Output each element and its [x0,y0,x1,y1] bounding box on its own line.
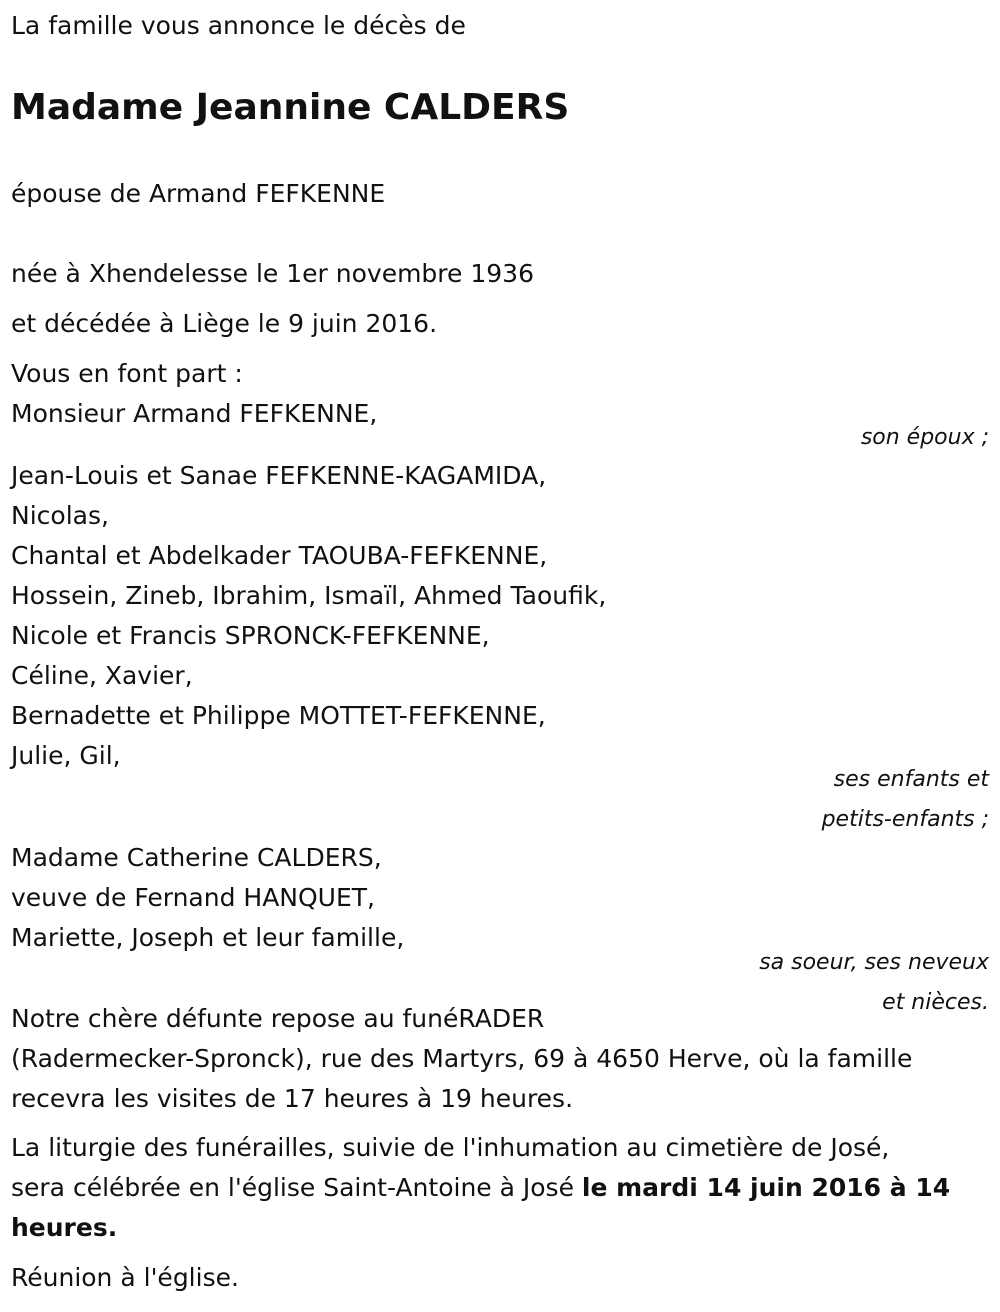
relation-label: son époux ; [860,425,989,450]
family-line: Nicole et Francis SPRONCK-FEFKENNE, [11,621,490,650]
liturgy-line: La liturgie des funérailles, suivie de l'inhumation au cimetière de José, [11,1133,890,1162]
liturgy-line [11,1168,950,1208]
spouse-line: épouse de Armand FEFKENNE [11,179,386,208]
family-line: Nicolas, [11,501,109,530]
family-line: Chantal et Abdelkader TAOUBA-FEFKENNE, [11,541,548,570]
family-line: Hossein, Zineb, Ibrahim, Ismaïl, Ahmed Taoufik, [11,581,607,610]
repose-line: Notre chère défunte repose au funéRADER [11,1004,545,1033]
repose-line: (Radermecker-Spronck), rue des Martyrs, 69 à 4650 Herve, où la famille [11,1044,913,1073]
relation-label: ses enfants et [833,767,989,792]
reunion-line: Réunion à l'église. [11,1263,239,1292]
relation-label: sa soeur, ses neveux [759,950,989,975]
deceased-name: Madame Jeannine CALDERS [11,87,570,128]
family-line: Céline, Xavier, [11,661,193,690]
family-line: Julie, Gil, [11,741,121,770]
liturgy-date-end: heures. [11,1213,118,1242]
liturgy-text: sera célébrée en l'église Saint-Antoine à José [11,1173,582,1202]
family-line: Mariette, Joseph et leur famille, [11,923,405,952]
liturgy-date: le mardi 14 juin 2016 à 14 [581,1173,951,1202]
relation-label: petits-enfants ; [821,807,989,832]
family-line: Madame Catherine CALDERS, [11,843,382,872]
death-line: et décédée à Liège le 9 juin 2016. [11,309,438,338]
intro-text: La famille vous annonce le décès de [11,11,466,40]
announce-line: Vous en font part : [11,359,243,388]
family-line: Bernadette et Philippe MOTTET-FEFKENNE, [11,701,546,730]
family-line: veuve de Fernand HANQUET, [11,883,375,912]
family-line: Jean-Louis et Sanae FEFKENNE-KAGAMIDA, [11,461,547,490]
birth-line: née à Xhendelesse le 1er novembre 1936 [11,259,534,288]
relation-label: et nièces. [882,990,989,1015]
repose-line: recevra les visites de 17 heures à 19 heures. [11,1084,574,1113]
family-line: Monsieur Armand FEFKENNE, [11,399,378,428]
